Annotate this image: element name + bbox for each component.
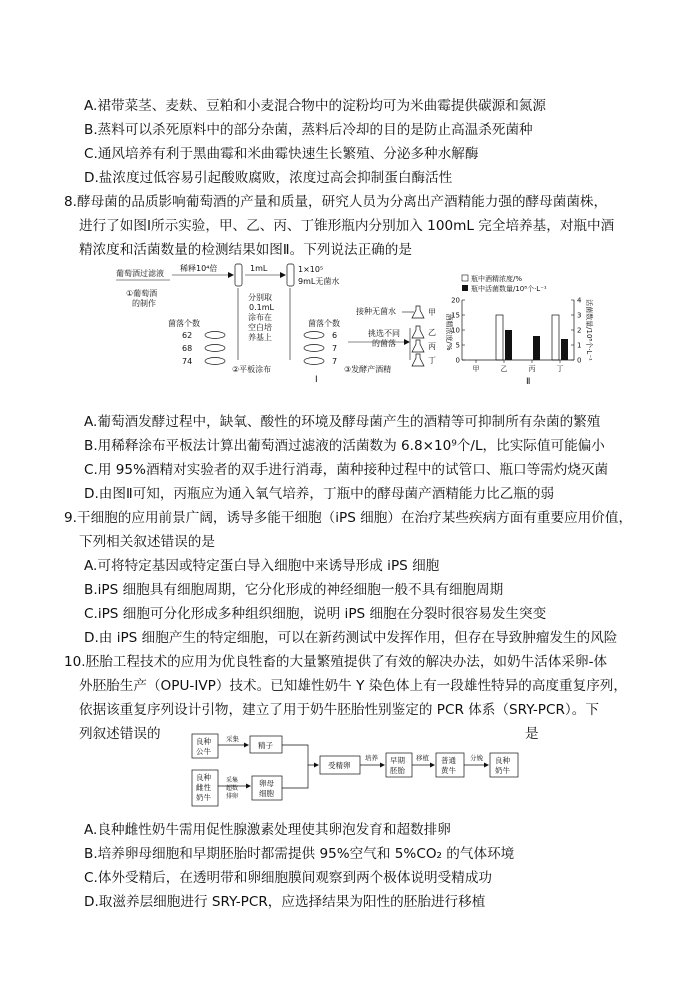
bull-label-1: 良种 bbox=[196, 737, 211, 746]
zygote-label: 受精卵 bbox=[328, 761, 351, 770]
tick-label-left: 5 bbox=[455, 341, 460, 350]
fig1-tube-a: 1×10⁵ bbox=[298, 265, 324, 274]
q10-option-d: D.取滋养层细胞进行 SRY-PCR，应选择结果为阳性的胚胎进行移植 bbox=[84, 894, 486, 910]
embryo-flow-diagram bbox=[188, 728, 538, 810]
fig1-ml1: 1mL bbox=[250, 264, 268, 273]
fig1-count-left-1: 62 bbox=[182, 331, 193, 340]
culture-label: 培养 bbox=[365, 754, 378, 762]
q8-stem-line1: 8.酵母菌的品质影响葡萄酒的产量和质量，研究人员为分离出产酒精能力强的酵母菌菌株， bbox=[64, 194, 608, 210]
fig1-count-label-right: 菌落个数 bbox=[308, 319, 340, 328]
early-label-2: 胚胎 bbox=[390, 766, 405, 775]
q10-stem-line4-left: 列叙述错误的 bbox=[79, 726, 161, 742]
cow-label-1: 良种 bbox=[196, 773, 211, 782]
bar-cells bbox=[533, 336, 540, 360]
tick-label-left: 20 bbox=[451, 296, 460, 305]
x-tick-label: 乙 bbox=[500, 365, 508, 373]
fig1-count-right-2: 7 bbox=[332, 344, 338, 353]
fig1-flask-ding: 丁 bbox=[428, 356, 436, 365]
plate-left-3 bbox=[205, 358, 225, 365]
y-axis-label-left: 酒精浓度/% bbox=[445, 313, 453, 351]
q8-option-b: B.用稀释涂布平板法计算出葡萄酒过滤液的活菌数为 6.8×10⁹个/L，比实际值可能偏小 bbox=[84, 438, 605, 454]
bar-cells bbox=[505, 330, 512, 360]
tube-1 bbox=[235, 264, 242, 286]
recipient-label-2: 黄牛 bbox=[441, 766, 456, 775]
transfer-label: 移植 bbox=[416, 754, 429, 762]
q10-stem-line1: 10.胚胎工程技术的应用为优良牲畜的大量繁殖提供了有效的解决办法，如奶牛活体采卵-体 bbox=[64, 654, 608, 670]
q8-option-d: D.由图Ⅱ可知，丙瓶应为通入氧气培养，丁瓶中的酵母菌产酒精能力比乙瓶的弱 bbox=[84, 486, 555, 502]
q7-option-d: D.盐浓度过低容易引起酸败腐败，浓度过高会抑制蛋白酶活性 bbox=[84, 170, 453, 186]
fig1-step1: ①葡萄酒 bbox=[126, 289, 158, 298]
bar-alcohol bbox=[496, 315, 503, 360]
fig1-flask-jia: 甲 bbox=[428, 308, 436, 317]
collect2-label-3: 排卵 bbox=[226, 793, 239, 800]
x-tick-label: 甲 bbox=[472, 365, 480, 373]
q7-option-c: C.通风培养有利于黑曲霉和米曲霉快速生长繁殖、分泌多种水解酶 bbox=[84, 146, 479, 162]
q8-option-a: A.葡萄酒发酵过程中，缺氧、酸性的环境及酵母菌产生的酒精等可抑制所有杂菌的繁殖 bbox=[84, 414, 601, 430]
calf-label-2: 奶牛 bbox=[495, 766, 510, 775]
early-label-1: 早期 bbox=[390, 756, 405, 765]
fig1-count-left-3: 74 bbox=[182, 357, 193, 366]
fig1-pick-1: 挑选不同 bbox=[368, 329, 400, 338]
plate-right-1 bbox=[304, 332, 324, 339]
flask-yi bbox=[412, 326, 424, 338]
plate-left-1 bbox=[205, 332, 225, 339]
tick-label-right: 3 bbox=[577, 311, 582, 320]
legend-alcohol: 瓶中酒精浓度/% bbox=[471, 275, 523, 283]
bar-alcohol bbox=[552, 315, 559, 360]
fig1-count-left-2: 68 bbox=[182, 344, 193, 353]
q8-stem-line2: 进行了如图Ⅰ所示实验，甲、乙、丙、丁锥形瓶内分别加入 100mL 完全培养基，对瓶中酒 bbox=[79, 218, 615, 234]
q9-option-a: A.可将特定基因或特定蛋白导入细胞中来诱导形成 iPS 细胞 bbox=[84, 558, 440, 574]
legend-cells: 瓶中活菌数量/10⁸个·L⁻¹ bbox=[471, 285, 547, 293]
q10-option-a: A.良种雌性奶牛需用促性腺激素处理使其卵泡发育和超数排卵 bbox=[84, 822, 451, 838]
bull-label-2: 公牛 bbox=[196, 747, 211, 756]
fig1-take-5: 养基上 bbox=[248, 333, 272, 342]
tick-label-left: 15 bbox=[451, 311, 460, 320]
q9-option-d: D.由 iPS 细胞产生的特定细胞，可以在新药测试中发挥作用，但存在导致肿瘤发生的风险 bbox=[84, 630, 618, 646]
tick-label-left: 10 bbox=[451, 326, 460, 335]
q10-stem-line4-right: 是 bbox=[525, 726, 539, 742]
fig1-take-4: 空白培 bbox=[248, 323, 272, 332]
q8-option-c: C.用 95%酒精对实验者的双手进行消毒，菌种接种过程中的试管口、瓶口等需灼烧灭菌 bbox=[84, 462, 609, 478]
tick-label-left: 0 bbox=[455, 356, 460, 365]
fig1-roman: Ⅰ bbox=[315, 375, 318, 382]
collect2-label-1: 采集 bbox=[226, 777, 239, 784]
tick-label-right: 0 bbox=[577, 356, 582, 365]
q8-stem-line3: 精浓度和活菌数量的检测结果如图Ⅱ。下列说法正确的是 bbox=[79, 242, 412, 258]
sperm-label: 精子 bbox=[258, 741, 273, 750]
q10-stem-line3: 依据该重复序列设计引物，建立了用于奶牛胚胎性别鉴定的 PCR 体系（SRY-PCR）。下 bbox=[79, 702, 599, 718]
figure-2-chart bbox=[440, 272, 595, 390]
tick-label-right: 1 bbox=[577, 341, 582, 350]
fig1-dilute: 稀释10⁴倍 bbox=[180, 264, 218, 273]
fig1-take-2: 0.1mL bbox=[249, 303, 274, 312]
fig1-tube-b: 9mL无菌水 bbox=[298, 277, 340, 286]
fig1-take-3: 涂布在 bbox=[248, 313, 272, 322]
q10-option-c: C.体外受精后，在透明带和卵细胞膜间观察到两个极体说明受精成功 bbox=[84, 870, 493, 886]
legend-swatch-cells bbox=[462, 285, 468, 291]
fig1-step2: ②平板涂布 bbox=[232, 365, 272, 374]
fig1-pick-2: 的菌落 bbox=[372, 339, 396, 348]
fig1-count-label-left: 菌落个数 bbox=[168, 319, 200, 328]
fig1-inoculate: 接种无菌水 bbox=[356, 307, 396, 316]
tick-label-right: 2 bbox=[577, 326, 582, 335]
oocyte-label-2: 细胞 bbox=[259, 789, 274, 798]
q7-option-b: B.蒸料可以杀死原料中的部分杂菌，蒸料后冷却的目的是防止高温杀死菌种 bbox=[84, 122, 533, 138]
plate-left-2 bbox=[205, 345, 225, 352]
q9-stem-line2: 下列相关叙述错误的是 bbox=[79, 534, 215, 550]
q9-option-c: C.iPS 细胞可分化形成多种组织细胞，说明 iPS 细胞在分裂时很容易发生突变 bbox=[84, 606, 547, 622]
oocyte-label-1: 卵母 bbox=[259, 779, 274, 788]
plate-right-2 bbox=[304, 345, 324, 352]
cow-label-3: 奶牛 bbox=[196, 793, 211, 802]
fig1-step1b: 的制作 bbox=[132, 299, 156, 308]
x-tick-label: 丙 bbox=[528, 365, 536, 373]
q10-stem-line2: 外胚胎生产（OPU-IVP）技术。已知雄性奶牛 Y 染色体上有一段雄性特异的高度重复序列， bbox=[79, 678, 627, 694]
fig1-take-1: 分别取 bbox=[248, 293, 272, 302]
fig1-flask-yi: 乙 bbox=[428, 328, 436, 337]
y-axis-label-right: 活菌数量/10⁸个·L⁻¹ bbox=[585, 299, 593, 361]
calf-label-1: 良种 bbox=[495, 756, 510, 765]
bar-cells bbox=[561, 339, 568, 360]
plate-right-3 bbox=[304, 358, 324, 365]
fig1-count-right-3: 7 bbox=[332, 357, 338, 366]
recipient-label-1: 普通 bbox=[441, 756, 456, 765]
collect1-label: 采集 bbox=[226, 735, 239, 743]
fig1-step3: ③发酵产酒精 bbox=[344, 365, 392, 374]
collect2-label-2: 超数 bbox=[226, 785, 239, 792]
q9-stem-line1: 9.干细胞的应用前景广阔，诱导多能干细胞（iPS 细胞）在治疗某些疾病方面有重要应用价值， bbox=[64, 510, 633, 526]
fig2-roman: Ⅱ bbox=[526, 377, 531, 387]
x-tick-label: 丁 bbox=[556, 365, 564, 373]
flask-ding bbox=[412, 354, 424, 366]
figure-1 bbox=[110, 262, 460, 382]
tick-label-right: 4 bbox=[577, 296, 582, 305]
q7-option-a: A.裙带菜茎、麦麸、豆粕和小麦混合物中的淀粉均可为米曲霉提供碳源和氮源 bbox=[84, 98, 546, 114]
flask-bing bbox=[412, 340, 424, 352]
fig1-flask-bing: 丙 bbox=[428, 342, 436, 351]
tube-2 bbox=[287, 264, 294, 286]
q10-option-b: B.培养卵母细胞和早期胚胎时都需提供 95%空气和 5%CO₂ 的气体环境 bbox=[84, 846, 515, 862]
legend-swatch-alcohol bbox=[462, 275, 468, 281]
q9-option-b: B.iPS 细胞具有细胞周期，它分化形成的神经细胞一般不具有细胞周期 bbox=[84, 582, 504, 598]
cow-label-2: 雌性 bbox=[196, 783, 211, 792]
birth-label: 分娩 bbox=[470, 754, 483, 762]
fig1-filtrate: 葡萄酒过滤液 bbox=[116, 269, 164, 278]
fig1-count-right-1: 6 bbox=[332, 331, 338, 340]
